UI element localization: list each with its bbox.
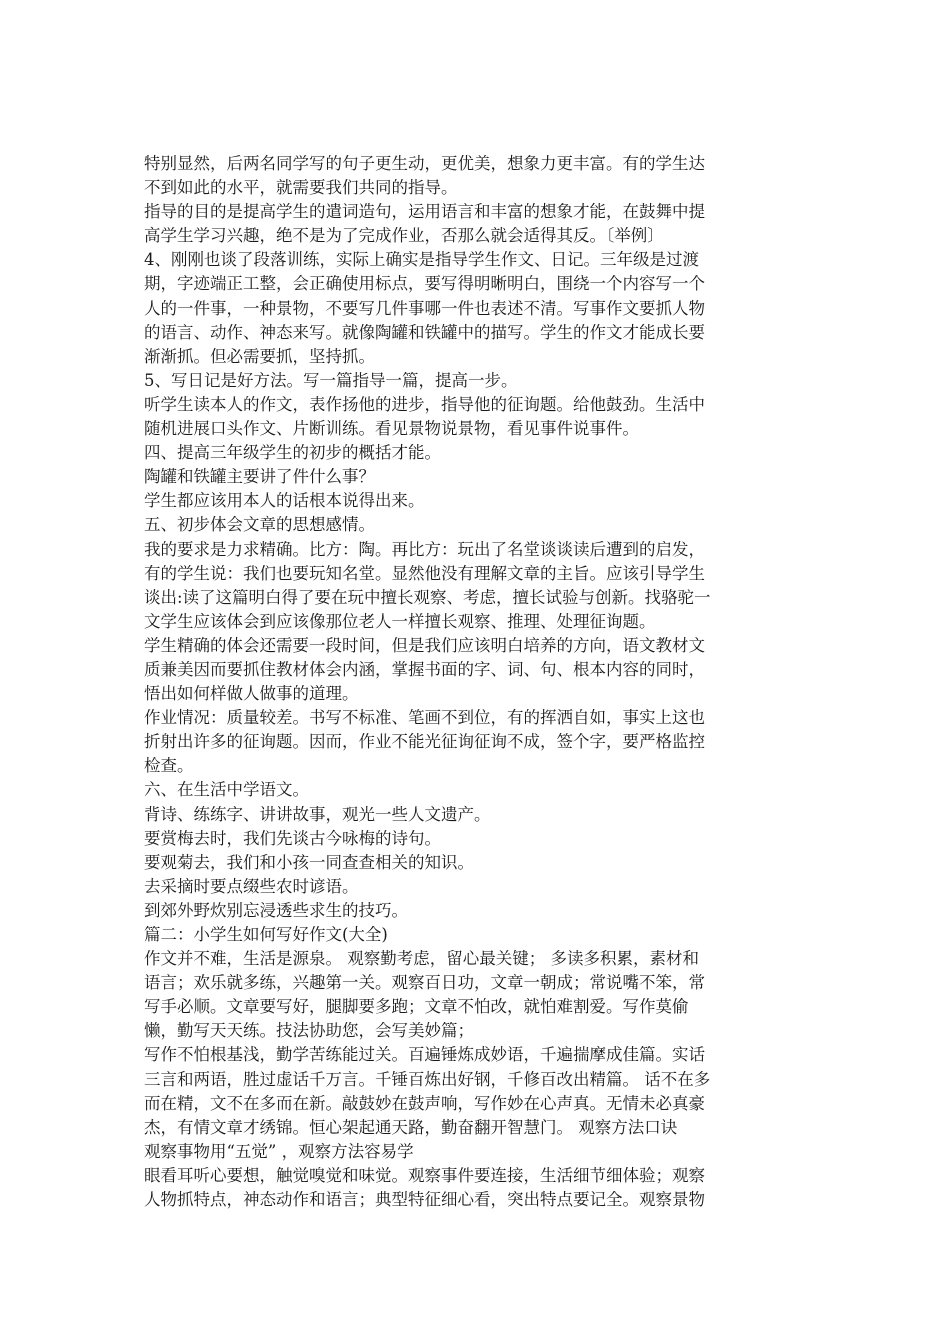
text-line: 陶罐和铁罐主要讲了件什么事？: [144, 467, 375, 487]
text-line: 渐渐抓。但必需要抓，坚持抓。: [144, 346, 375, 366]
text-line: 检查。: [144, 756, 194, 776]
text-line: 五、初步体会文章的思想感情。: [144, 515, 375, 535]
paragraph: [144, 441, 800, 465]
text-line: 写手必顺。文章要写好，腿脚要多跑；文章不怕改，就怕难割爱。写作莫偷: [144, 997, 689, 1017]
paragraph: [144, 947, 800, 1043]
text-line: 学生都应该用本人的话根本说得出来。: [144, 491, 425, 511]
text-line: 杰，有情文章才绣锦。恒心架起通天路，勤奋翻开智慧门。 观察方法口诀: [144, 1117, 678, 1137]
paragraph: [144, 200, 800, 248]
text-line: 随机进展口头作文、片断训练。看见景物说景物，看见事件说事件。: [144, 419, 639, 439]
paragraph: [144, 827, 800, 851]
text-line: 学生精确的体会还需要一段时间，但是我们应该明白培养的方向，语文教材文: [144, 635, 705, 655]
paragraph: [144, 465, 800, 489]
text-line: 高学生学习兴趣，绝不是为了完成作业，否那么就会适得其反。〔举例〕: [144, 226, 664, 246]
paragraph: [144, 778, 800, 802]
paragraph: [144, 538, 800, 634]
text-line: 人物抓特点，神态动作和语言；典型特征细心看，突出特点要记全。观察景物: [144, 1190, 705, 1210]
document-page: [144, 152, 800, 1212]
text-line: 写作不怕根基浅，勤学苦练能过关。百遍锤炼成妙语，千遍揣摩成佳篇。实话: [144, 1045, 705, 1065]
text-line: 期，字迹端正工整，会正确使用标点，要写得明晰明白，围绕一个内容写一个: [144, 274, 705, 294]
paragraph: [144, 851, 800, 875]
paragraph: [144, 1043, 800, 1163]
text-line: 人的一件事，一种景物，不要写几件事哪一件也表述不清。写事作文要抓人物: [144, 298, 705, 318]
text-line: 文学生应该体会到应该像那位老人一样擅长观察、推理、处理征询题。: [144, 611, 656, 631]
text-line: 作文并不难，生活是源泉。 观察勤考虑，留心最关键； 多读多积累，素材和: [144, 949, 699, 969]
text-line: 不到如此的水平，就需要我们共同的指导。: [144, 178, 458, 198]
text-line: 篇二：小学生如何写好作文(大全): [144, 925, 388, 944]
text-line: 而在精，文不在多而在新。敲鼓妙在鼓声响，写作妙在心声真。无情未必真豪: [144, 1093, 705, 1113]
text-line: 指导的目的是提高学生的遣词造句，运用语言和丰富的想象才能，在鼓舞中提: [144, 202, 705, 222]
paragraph: [144, 803, 800, 827]
paragraph: [144, 369, 800, 393]
text-line: 眼看耳听心要想，触觉嗅觉和味觉。观察事件要连接，生活细节细体验；观察: [144, 1165, 705, 1185]
text-line: 懒，勤写天天练。技法协助您，会写美妙篇；: [144, 1021, 474, 1041]
paragraph: [144, 152, 800, 200]
paragraph: [144, 634, 800, 706]
paragraph: [144, 923, 800, 947]
text-line: 四、提高三年级学生的初步的概括才能。: [144, 443, 441, 463]
paragraph: [144, 248, 800, 368]
text-line: 三言和两语，胜过虚话千万言。千锤百炼出好钢，千修百改出精篇。 话不在多: [144, 1069, 711, 1089]
paragraph: [144, 875, 800, 899]
text-line: 的语言、动作、神态来写。就像陶罐和铁罐中的描写。学生的作文才能成长要: [144, 322, 705, 342]
text-line: 到郊外野炊别忘浸透些求生的技巧。: [144, 900, 408, 920]
paragraph: [144, 489, 800, 513]
text-line: 折射出许多的征询题。因而，作业不能光征询征询不成，签个字，要严格监控: [144, 732, 705, 752]
text-line: 观察事物用“五觉” ，观察方法容易学: [144, 1141, 414, 1161]
text-line: 特别显然，后两名同学写的句子更生动，更优美，想象力更丰富。有的学生达: [144, 154, 705, 173]
text-line: 作业情况：质量较差。书写不标准、笔画不到位，有的挥洒自如，事实上这也: [144, 708, 705, 728]
text-line: 要观菊去，我们和小孩一同查查相关的知识。: [144, 852, 474, 872]
text-line: 语言；欢乐就多练，兴趣第一关。观察百日功，文章一朝成；常说嘴不笨，常: [144, 973, 705, 993]
text-line: 我的要求是力求精确。比方：陶。再比方：玩出了名堂谈谈读后遭到的启发，: [144, 539, 705, 559]
text-line: 要赏梅去时，我们先谈古今咏梅的诗句。: [144, 828, 441, 848]
text-line: 去采摘时要点缀些农时谚语。: [144, 876, 359, 896]
text-line: 悟出如何样做人做事的道理。: [144, 684, 359, 704]
text-line: 谈出:读了这篇明白得了要在玩中擅长观察、考虑，擅长试验与创新。找骆驼一: [144, 587, 711, 607]
paragraph: [144, 899, 800, 923]
text-line: 听学生读本人的作文，表作扬他的进步，指导他的征询题。给他鼓劲。生活中: [144, 394, 705, 414]
text-line: 六、在生活中学语文。: [144, 780, 309, 800]
paragraph: [144, 393, 800, 441]
text-line: 4、刚刚也谈了段落训练，实际上确实是指导学生作文、日记。三年级是过渡: [144, 250, 699, 270]
paragraph: [144, 706, 800, 778]
text-line: 有的学生说：我们也要玩知名堂。显然他没有理解文章的主旨。应该引导学生: [144, 563, 705, 583]
paragraph: [144, 513, 800, 537]
text-line: 质兼美因而要抓住教材体会内涵，掌握书面的字、词、句、根本内容的同时，: [144, 659, 705, 679]
text-line: 背诗、练练字、讲讲故事，观光一些人文遗产。: [144, 804, 491, 824]
paragraph: [144, 1164, 800, 1212]
text-line: 5、写日记是好方法。写一篇指导一篇，提高一步。: [144, 370, 518, 390]
